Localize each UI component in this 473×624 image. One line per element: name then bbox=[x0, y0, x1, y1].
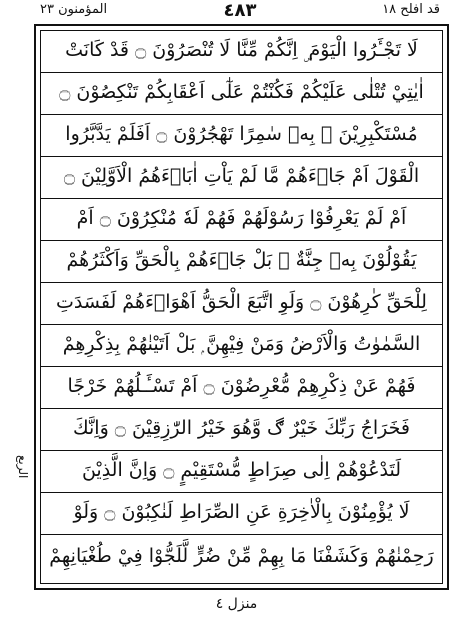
text-line: الْقَوْلَ اَمْ جَاۗءَهُمْ مَّا لَمْ يَاْتِ اٰبَاۗءَهُمُ الْاَوَّلِيْنَ ۝ bbox=[63, 165, 420, 187]
line-divider bbox=[40, 450, 443, 451]
text-line: مُسْتَكْبِرِيْنَ ۖ بِهٖ سٰمِرًا تَهْجُرُوْنَ ۝ اَفَلَمْ يَدَّبَّرُوا bbox=[65, 123, 418, 145]
line-divider bbox=[40, 366, 443, 367]
text-line: لَا يُؤْمِنُوْنَ بِالْاٰخِرَةِ عَنِ الصِّرَاطِ لَنٰكِبُوْنَ ۝ وَلَوْ bbox=[73, 501, 410, 523]
text-line: لَا تَجْـَٔرُوا الْيَوْمَ ۣ اِنَّكُمْ مِّنَّا لَا تُنْصَرُوْنَ ۝ قَدْ كَانَتْ bbox=[65, 39, 418, 61]
text-line: فَخَرَاجُ رَبِّكَ خَيْرٌ ڰ وَّهُوَ خَيْرُ الرّٰزِقِيْنَ ۝ وَاِنَّكَ bbox=[72, 417, 410, 439]
line-divider bbox=[40, 114, 443, 115]
margin-marker: الربع bbox=[16, 455, 30, 479]
page-number: ٤٨٣ bbox=[223, 0, 257, 21]
line-divider bbox=[40, 408, 443, 409]
juz-name: قد افلح ١٨ bbox=[382, 2, 440, 17]
line-divider bbox=[40, 72, 443, 73]
line-divider bbox=[40, 240, 443, 241]
line-divider bbox=[40, 156, 443, 157]
line-divider bbox=[40, 534, 443, 535]
page-header bbox=[40, 2, 440, 26]
text-line: اَمْ لَمْ يَعْرِفُوْا رَسُوْلَهُمْ فَهُمْ لَهٗ مُنْكِرُوْنَ ۝ اَمْ bbox=[76, 207, 407, 229]
text-line: فَهُمْ عَنْ ذِكْرِهِمْ مُّعْرِضُوْنَ ۝ اَمْ تَسْـَٔـلُهُمْ خَرْجًا bbox=[67, 375, 416, 397]
line-divider bbox=[40, 282, 443, 283]
text-line: السَّمٰوٰتُ وَالْاَرْضُ وَمَنْ فِيْهِنَّ ۭ بَلْ اَتَيْنٰهُمْ بِذِكْرِهِمْ bbox=[62, 333, 421, 355]
text-line: لِلْحَقِّ كٰرِهُوْنَ ۝ وَلَوِ اتَّبَعَ الْحَقُّ اَهْوَاۗءَهُمْ لَفَسَدَتِ bbox=[56, 291, 427, 313]
line-divider bbox=[40, 492, 443, 493]
text-line: يَقُوْلُوْنَ بِهٖ جِنَّةٌ ۭ بَلْ جَاۗءَهُمْ بِالْحَقِّ وَاَكْثَرُهُمْ bbox=[66, 249, 417, 271]
line-divider bbox=[40, 198, 443, 199]
page-footer: منزل ٤ bbox=[215, 596, 258, 612]
text-line: اٰيٰتِيْ تُتْلٰى عَلَيْكُمْ فَكُنْتُمْ عَلٰٓى اَعْقَابِكُمْ تَنْكِصُوْنَ ۝ bbox=[59, 81, 424, 103]
surah-name: المؤمنون ٢٣ bbox=[40, 2, 108, 17]
line-divider bbox=[40, 324, 443, 325]
text-line: لَتَدْعُوْهُمْ اِلٰى صِرَاطٍ مُّسْتَقِيْمٍ ۝ وَاِنَّ الَّذِيْنَ bbox=[81, 459, 402, 481]
text-line: رَحِمْنٰهُمْ وَكَشَفْنَا مَا بِهِمْ مِّنْ ضُرٍّ لَّلَجُّوْا فِيْ طُغْيَانِهِمْ bbox=[49, 545, 434, 567]
